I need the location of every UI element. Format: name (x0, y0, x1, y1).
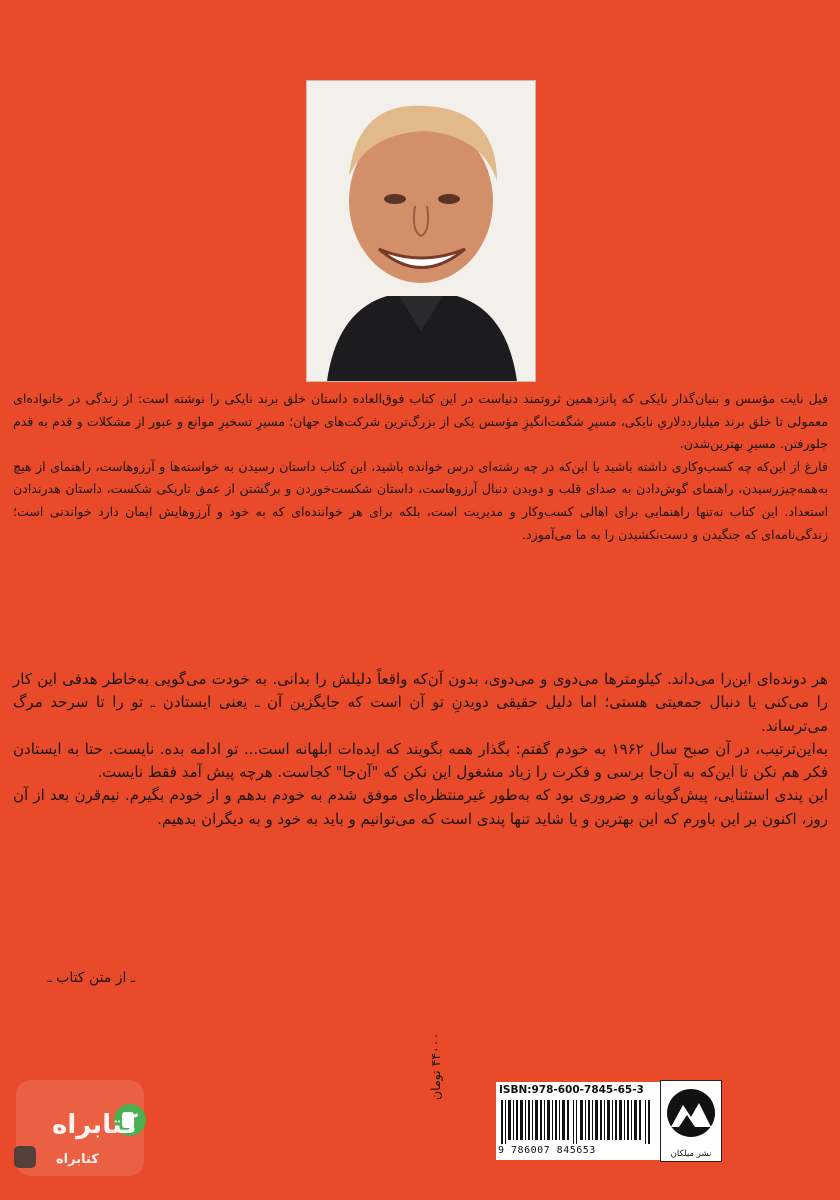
excerpt-paragraph: هر دونده‌ای این‌را می‌داند. کیلومترها می‌دوی و می‌دوی، بدون آن‌که واقعاً دلیلش را بدانی. به خودت می‌گویی به‌خاطر هدفی این کار را می‌کنی یا دنبال جمعیتی هستی؛ اما دلیل حقیقی دویدنِ تو آن است که جایگزین آن ـ یعنی ایستادن ـ تو را تا سرحد مرگ می‌ترساند. (13, 670, 828, 735)
author-photo (306, 80, 536, 382)
barcode-number: 9 786007 845653 (498, 1145, 596, 1156)
isbn-label: ISBN:978-600-7845-65-3 (499, 1084, 644, 1096)
author-portrait-image (307, 81, 535, 381)
excerpt-paragraph: این پندی استثنایی، پیش‌گویانه و ضروری بود که به‌طور غیرمنتظره‌ای موفق شدم به خودم بدهم و از خودم بگیرم. نیم‌قرن بعد از آن روز، اکنون بر این باورم که این بهترین و یا شاید تنها پندی است که می‌توانیم و باید به خود و به دیگران بدهیم. (13, 786, 828, 828)
book-excerpt (13, 668, 828, 831)
price-label: ۴۴۰۰۰ تومان (428, 1032, 443, 1100)
watermark-main-text: کتابراه (52, 1110, 138, 1140)
publisher-logo (660, 1080, 722, 1162)
excerpt-paragraph: به‌این‌ترتیب، در آن صبح سال ۱۹۶۲ به خودم گفتم: بگذار همه بگویند که ایده‌ات ابلهانه است... تو ادامه بده. نایست. حتا به ایستادن فکر هم نکن تا این‌که به آن‌جا برسی و فکرت را زیاد مشغول این نکن که "آن‌جا" کجاست. هرچه پیش آمد فقط نایست. (13, 739, 828, 782)
barcode-icon (499, 1100, 659, 1144)
watermark-sub-text: کتابراه (56, 1152, 99, 1167)
isbn-barcode-block (496, 1082, 670, 1160)
description-paragraph: فیل نایت مؤسس و بنیان‌گذار نایکی که پانزدهمین ثروتمند دنیاست در این کتاب فوق‌العاده داستان خلق برند نایکی را نوشته است: از زندگی در خانواده‌ای معمولی تا خلق برند میلیارددلاریِ نایکی، مسیرِ شگفت‌انگیزِ مؤسس یکی از بزرگ‌ترین شرکت‌های جهان؛ مسیرِ تسخیرِ موانع و عبور از مشکلات و قدم به قدم جلورفتن. مسیرِ بهترین‌شدن. (13, 391, 828, 452)
description-paragraph: فارغ از این‌که چه کسب‌وکاری داشته باشید یا این‌که در چه رشته‌ای درس خوانده باشید، این کتاب داستان رسیدن به خواسته‌ها و آرزوهاست، راهنمای از هیچ به‌همه‌چیزرسیدن، راهنمای گوش‌دادن به صدای قلب و دویدن دنبال آرزوهاست، داستان شکست‌خوردن و برگشتن از عمق تاریکی شکست، داستان هدرندادن استعداد. این کتاب نه‌تنها راهنمایی برای اهالی کسب‌وکار و مدیریت است، بلکه برای هر خواننده‌ای که به خود و آرزوهایش ایمان دارد خواندنی است؛ زندگی‌نامه‌ای که جنگیدن و دست‌نکشیدن را به ما می‌آموزد. (13, 458, 828, 542)
mountain-logo-icon (661, 1081, 721, 1143)
publisher-name: نشر میلکان (670, 1149, 712, 1159)
book-description (13, 388, 828, 546)
ketabrah-watermark (10, 1080, 150, 1180)
excerpt-source: ـ از متن کتاب ـ (47, 970, 135, 986)
